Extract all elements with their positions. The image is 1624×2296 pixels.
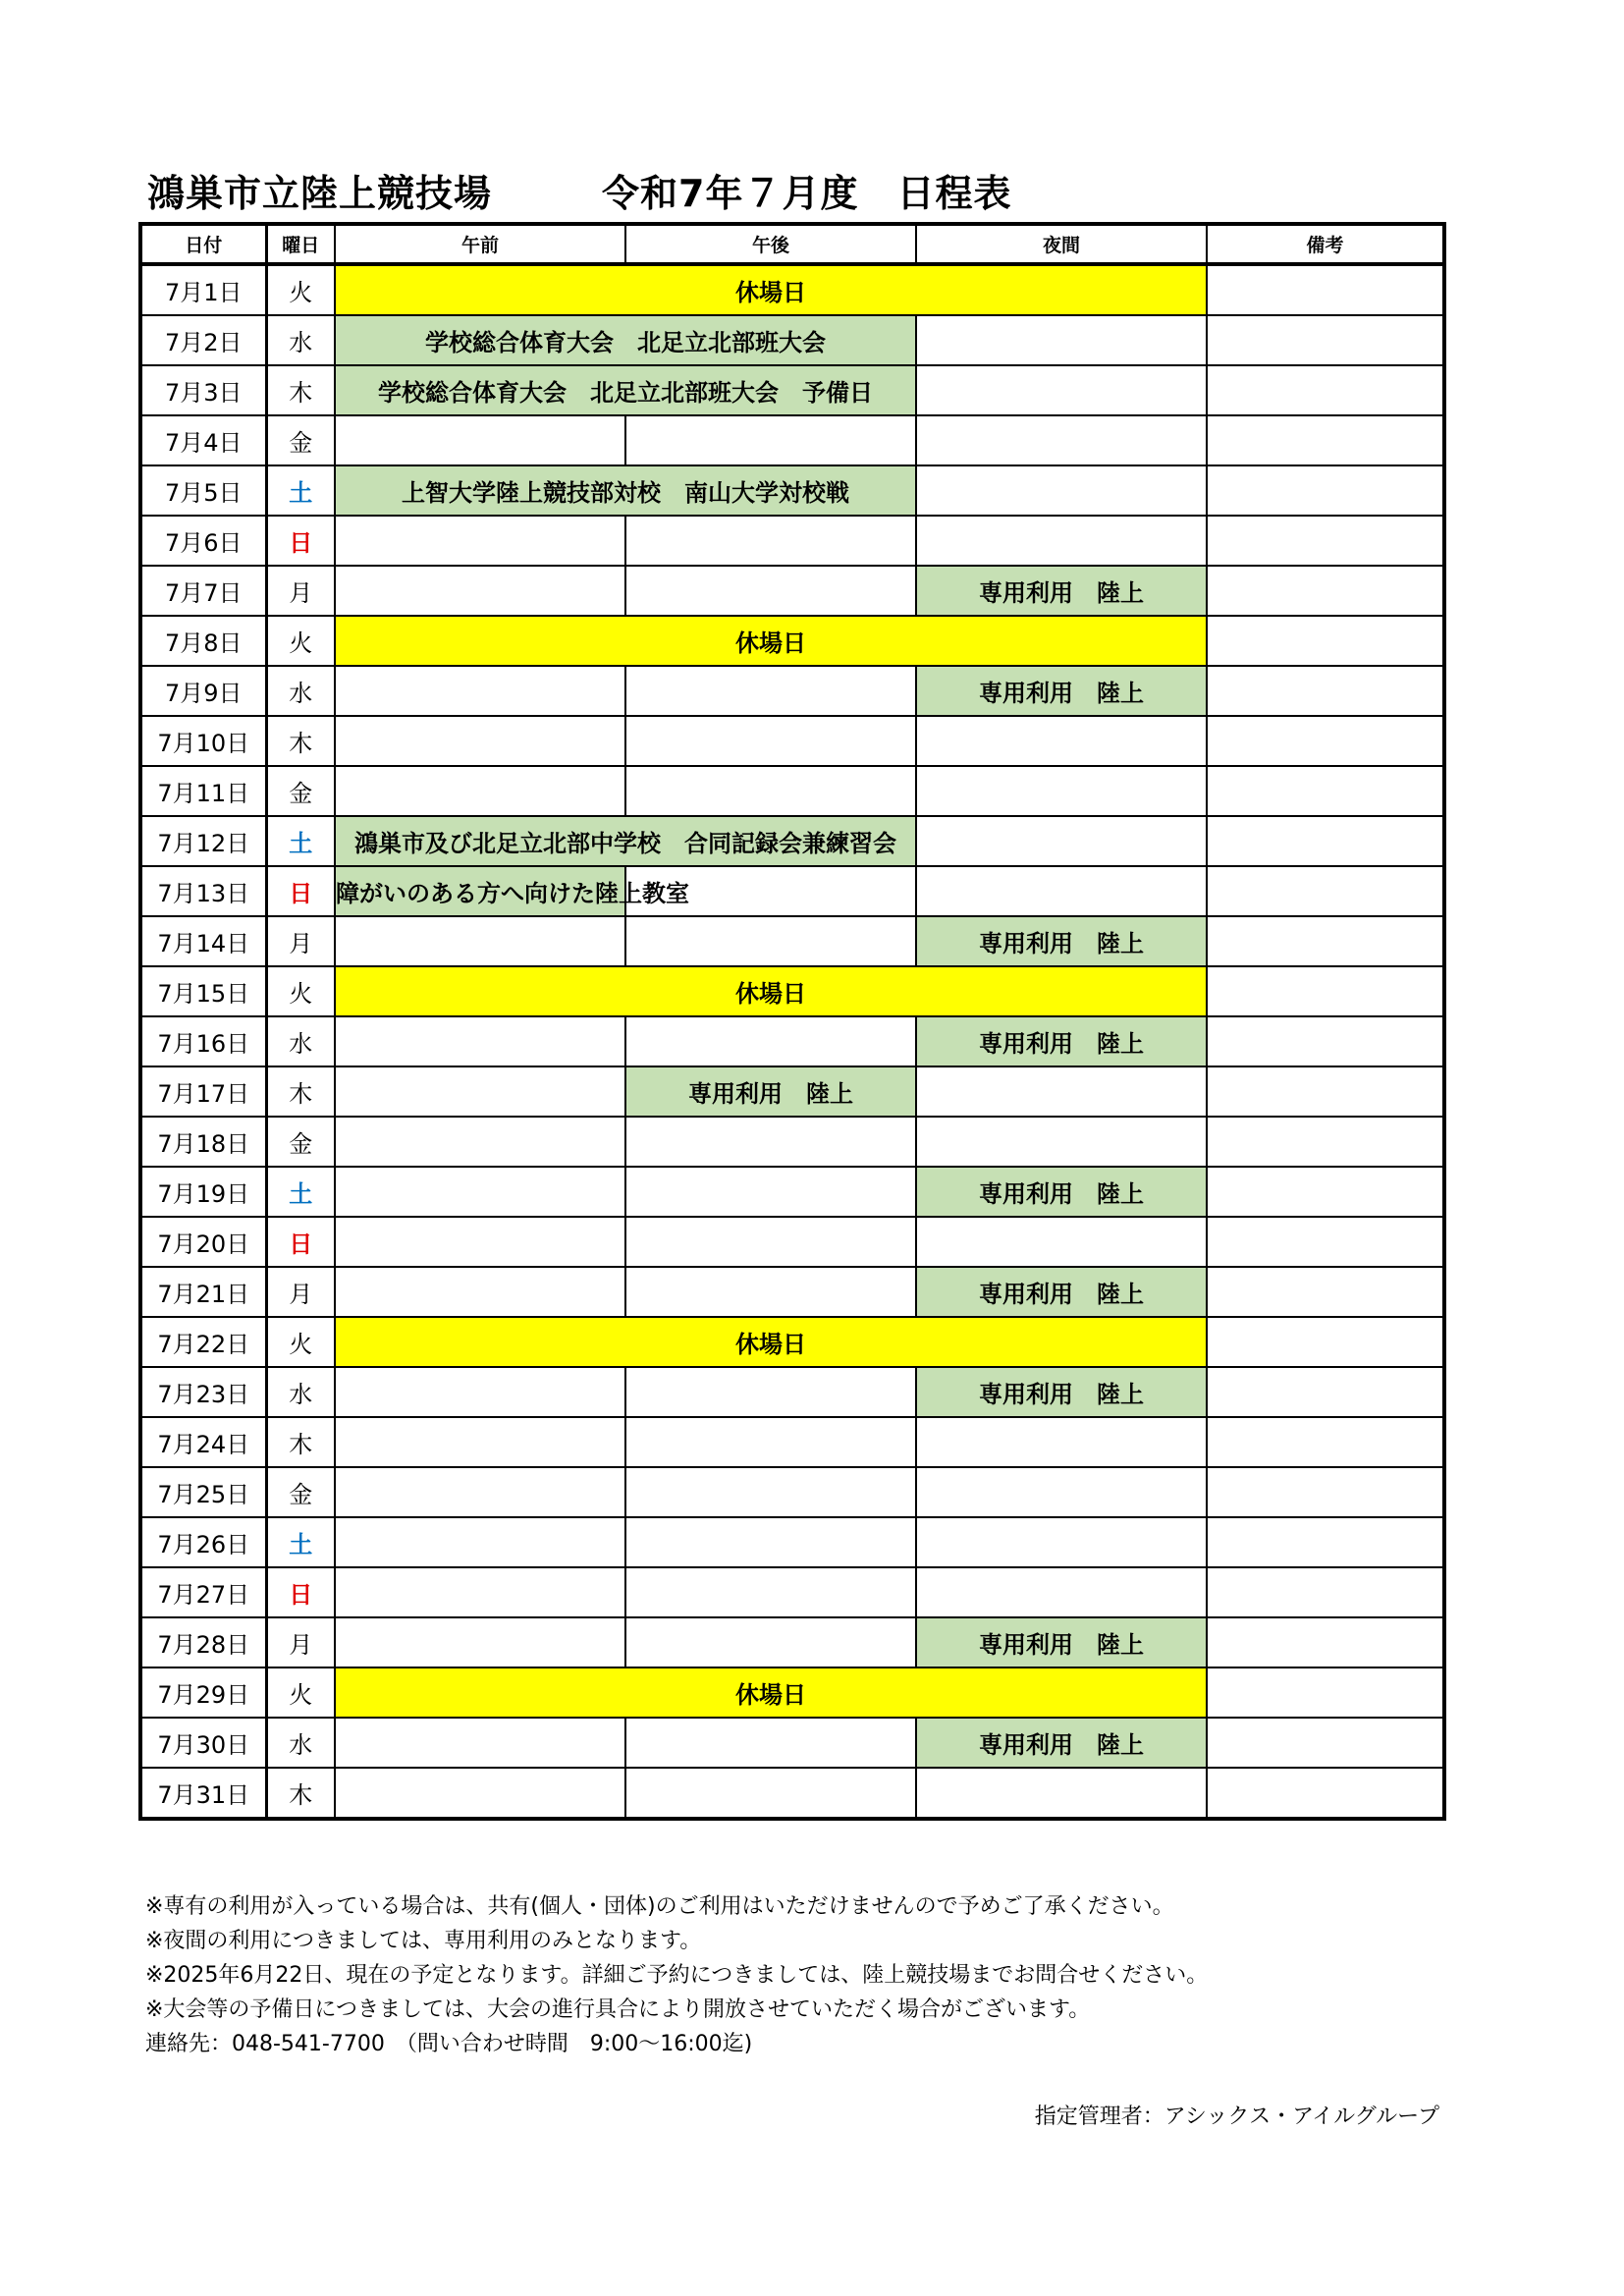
am-cell xyxy=(335,766,625,816)
dow-label: 水 xyxy=(289,329,313,356)
remarks-cell xyxy=(1207,1768,1444,1819)
night-cell: 専用利用 陸上 xyxy=(916,566,1207,616)
table-row xyxy=(140,966,1444,1016)
date-cell: 7月10日 xyxy=(140,716,266,766)
table-row xyxy=(140,916,1444,966)
dow-label: 水 xyxy=(289,1731,313,1759)
dow-cell xyxy=(266,365,335,415)
date-cell: 7月19日 xyxy=(140,1167,266,1217)
dow-cell xyxy=(266,1117,335,1167)
dow-label: 月 xyxy=(289,1631,313,1659)
page-subtitle: 令和7年７月度 日程表 xyxy=(602,172,1012,215)
dow-label: 日 xyxy=(289,1230,313,1258)
am-cell xyxy=(335,1718,625,1768)
remarks-cell xyxy=(1207,816,1444,866)
dow-cell xyxy=(266,516,335,566)
table-row xyxy=(140,1667,1444,1718)
remarks-cell xyxy=(1207,465,1444,516)
pm-cell xyxy=(625,716,916,766)
remarks-cell xyxy=(1207,1417,1444,1467)
remarks-cell xyxy=(1207,315,1444,365)
remarks-cell xyxy=(1207,1617,1444,1667)
night-cell xyxy=(916,465,1207,516)
date-cell: 7月28日 xyxy=(140,1617,266,1667)
remarks-cell xyxy=(1207,1267,1444,1317)
night-cell: 専用利用 陸上 xyxy=(916,1267,1207,1317)
am-cell xyxy=(335,1267,625,1317)
dow-label: 火 xyxy=(289,1681,313,1709)
table-row xyxy=(140,516,1444,566)
night-cell xyxy=(916,516,1207,566)
dow-label: 金 xyxy=(289,429,313,457)
am-cell xyxy=(335,666,625,716)
table-row xyxy=(140,1718,1444,1768)
table-row xyxy=(140,1167,1444,1217)
night-cell: 専用利用 陸上 xyxy=(916,1016,1207,1066)
table-row xyxy=(140,1467,1444,1517)
dow-label: 土 xyxy=(289,1180,313,1208)
dow-cell xyxy=(266,1016,335,1066)
note-line: ※大会等の予備日につきましては、大会の進行具合により開放させていただく場合がございます。 xyxy=(145,1997,1091,2022)
dow-label: 日 xyxy=(289,1581,313,1609)
pm-cell xyxy=(625,766,916,816)
dow-cell xyxy=(266,1367,335,1417)
pm-cell xyxy=(625,1367,916,1417)
table-row xyxy=(140,1066,1444,1117)
closed-cell: 休場日 xyxy=(335,1317,1207,1367)
date-cell: 7月31日 xyxy=(140,1768,266,1819)
remarks-cell xyxy=(1207,1667,1444,1718)
header-date: 日付 xyxy=(140,224,266,264)
am-cell xyxy=(335,1467,625,1517)
am-cell xyxy=(335,1367,625,1417)
dow-label: 金 xyxy=(289,1130,313,1158)
page-title: 鴻巣市立陸上競技場 xyxy=(147,172,493,215)
date-cell: 7月14日 xyxy=(140,916,266,966)
table-row xyxy=(140,766,1444,816)
closed-cell: 休場日 xyxy=(335,264,1207,315)
dow-cell xyxy=(266,1617,335,1667)
remarks-cell xyxy=(1207,666,1444,716)
date-cell: 7月30日 xyxy=(140,1718,266,1768)
remarks-cell xyxy=(1207,1167,1444,1217)
dow-label: 金 xyxy=(289,1481,313,1508)
dow-cell xyxy=(266,1517,335,1567)
remarks-cell xyxy=(1207,966,1444,1016)
am-cell xyxy=(335,716,625,766)
dow-cell xyxy=(266,1667,335,1718)
dow-cell xyxy=(266,264,335,315)
date-cell: 7月12日 xyxy=(140,816,266,866)
date-cell: 7月5日 xyxy=(140,465,266,516)
date-cell: 7月15日 xyxy=(140,966,266,1016)
date-cell: 7月13日 xyxy=(140,866,266,916)
night-cell xyxy=(916,1768,1207,1819)
header-am: 午前 xyxy=(335,224,625,264)
event-cell: 学校総合体育大会 北足立北部班大会 xyxy=(335,315,916,365)
night-cell xyxy=(916,1567,1207,1617)
table-row xyxy=(140,1417,1444,1467)
dow-cell xyxy=(266,465,335,516)
date-cell: 7月1日 xyxy=(140,264,266,315)
date-cell: 7月26日 xyxy=(140,1517,266,1567)
date-cell: 7月11日 xyxy=(140,766,266,816)
table-row xyxy=(140,716,1444,766)
pm-cell xyxy=(625,1117,916,1167)
night-cell xyxy=(916,1467,1207,1517)
night-cell xyxy=(916,816,1207,866)
table-row xyxy=(140,1517,1444,1567)
remarks-cell xyxy=(1207,1066,1444,1117)
schedule-table xyxy=(138,222,1446,1821)
night-cell xyxy=(916,315,1207,365)
pm-cell xyxy=(625,1517,916,1567)
table-row xyxy=(140,1217,1444,1267)
date-cell: 7月9日 xyxy=(140,666,266,716)
dow-cell xyxy=(266,1167,335,1217)
dow-cell xyxy=(266,1267,335,1317)
dow-label: 日 xyxy=(289,529,313,557)
am-cell xyxy=(335,1567,625,1617)
dow-label: 月 xyxy=(289,930,313,957)
night-cell xyxy=(916,1217,1207,1267)
date-cell: 7月2日 xyxy=(140,315,266,365)
remarks-cell xyxy=(1207,866,1444,916)
pm-cell xyxy=(625,1768,916,1819)
manager-credit: 指定管理者：アシックス・アイルグループ xyxy=(1034,2105,1439,2129)
date-cell: 7月3日 xyxy=(140,365,266,415)
pm-cell: 専用利用 陸上 xyxy=(625,1066,916,1117)
header-pm: 午後 xyxy=(625,224,916,264)
am-cell xyxy=(335,1066,625,1117)
header-night: 夜間 xyxy=(916,224,1207,264)
night-cell: 専用利用 陸上 xyxy=(916,666,1207,716)
am-cell xyxy=(335,1617,625,1667)
note-line: ※夜間の利用につきましては、専用利用のみとなります。 xyxy=(145,1929,702,1953)
pm-cell xyxy=(625,1567,916,1617)
am-cell xyxy=(335,1517,625,1567)
pm-cell xyxy=(625,1467,916,1517)
remarks-cell xyxy=(1207,1517,1444,1567)
date-cell: 7月23日 xyxy=(140,1367,266,1417)
dow-label: 金 xyxy=(289,780,313,807)
header-row xyxy=(140,224,1444,264)
table-row xyxy=(140,1617,1444,1667)
note-line: ※2025年6月22日、現在の予定となります。詳細ご予約につきましては、陸上競技場までお問合せください。 xyxy=(145,1963,1209,1988)
date-cell: 7月29日 xyxy=(140,1667,266,1718)
date-cell: 7月18日 xyxy=(140,1117,266,1167)
table-row xyxy=(140,866,1444,916)
dow-label: 木 xyxy=(289,379,313,407)
table-row xyxy=(140,315,1444,365)
date-cell: 7月27日 xyxy=(140,1567,266,1617)
table-row xyxy=(140,465,1444,516)
table-row xyxy=(140,365,1444,415)
table-row xyxy=(140,1317,1444,1367)
am-cell xyxy=(335,916,625,966)
dow-cell xyxy=(266,666,335,716)
dow-cell xyxy=(266,1768,335,1819)
date-cell: 7月21日 xyxy=(140,1267,266,1317)
dow-cell xyxy=(266,415,335,465)
dow-label: 木 xyxy=(289,730,313,757)
table-row xyxy=(140,1016,1444,1066)
event-cell: 上智大学陸上競技部対校 南山大学対校戦 xyxy=(335,465,916,516)
title-row xyxy=(147,163,1011,217)
dow-cell xyxy=(266,1567,335,1617)
schedule-body xyxy=(140,264,1444,1819)
header-remarks: 備考 xyxy=(1207,224,1444,264)
table-row xyxy=(140,1367,1444,1417)
remarks-cell xyxy=(1207,1117,1444,1167)
dow-cell xyxy=(266,1066,335,1117)
pm-cell xyxy=(625,1617,916,1667)
dow-cell xyxy=(266,566,335,616)
date-cell: 7月16日 xyxy=(140,1016,266,1066)
night-cell: 専用利用 陸上 xyxy=(916,1367,1207,1417)
am-cell xyxy=(335,1117,625,1167)
date-cell: 7月17日 xyxy=(140,1066,266,1117)
dow-cell xyxy=(266,616,335,666)
pm-cell xyxy=(625,415,916,465)
dow-cell xyxy=(266,816,335,866)
remarks-cell xyxy=(1207,716,1444,766)
remarks-cell xyxy=(1207,916,1444,966)
pm-cell xyxy=(625,1217,916,1267)
am-cell xyxy=(335,566,625,616)
am-cell xyxy=(335,1167,625,1217)
night-cell xyxy=(916,716,1207,766)
remarks-cell xyxy=(1207,1567,1444,1617)
table-row xyxy=(140,415,1444,465)
remarks-cell xyxy=(1207,365,1444,415)
date-cell: 7月6日 xyxy=(140,516,266,566)
pm-cell xyxy=(625,516,916,566)
date-cell: 7月22日 xyxy=(140,1317,266,1367)
am-cell xyxy=(335,1768,625,1819)
remarks-cell xyxy=(1207,264,1444,315)
remarks-cell xyxy=(1207,1367,1444,1417)
dow-label: 火 xyxy=(289,980,313,1008)
table-row xyxy=(140,566,1444,616)
table-row xyxy=(140,616,1444,666)
dow-cell xyxy=(266,1718,335,1768)
remarks-cell xyxy=(1207,616,1444,666)
dow-cell xyxy=(266,716,335,766)
date-cell: 7月25日 xyxy=(140,1467,266,1517)
dow-label: 木 xyxy=(289,1080,313,1108)
am-cell xyxy=(335,1016,625,1066)
pm-cell xyxy=(625,666,916,716)
header-dow: 曜日 xyxy=(266,224,335,264)
event-cell: 鴻巣市及び北足立北部中学校 合同記録会兼練習会 xyxy=(335,816,916,866)
night-cell xyxy=(916,866,1207,916)
night-cell xyxy=(916,365,1207,415)
date-cell: 7月24日 xyxy=(140,1417,266,1467)
remarks-cell xyxy=(1207,1016,1444,1066)
remarks-cell xyxy=(1207,516,1444,566)
dow-cell xyxy=(266,1417,335,1467)
notes xyxy=(145,1889,1208,2061)
dow-label: 土 xyxy=(289,479,313,507)
am-cell xyxy=(335,1417,625,1467)
pm-cell xyxy=(625,916,916,966)
night-cell xyxy=(916,1117,1207,1167)
remarks-cell xyxy=(1207,1317,1444,1367)
table-row xyxy=(140,666,1444,716)
dow-label: 水 xyxy=(289,1030,313,1058)
night-cell xyxy=(916,766,1207,816)
date-cell: 7月7日 xyxy=(140,566,266,616)
night-cell: 専用利用 陸上 xyxy=(916,1167,1207,1217)
date-cell: 7月8日 xyxy=(140,616,266,666)
dow-cell xyxy=(266,766,335,816)
am-cell xyxy=(335,1217,625,1267)
pm-cell xyxy=(625,1167,916,1217)
remarks-cell xyxy=(1207,566,1444,616)
dow-label: 火 xyxy=(289,629,313,657)
dow-cell xyxy=(266,1217,335,1267)
closed-cell: 休場日 xyxy=(335,1667,1207,1718)
dow-label: 水 xyxy=(289,680,313,707)
date-cell: 7月4日 xyxy=(140,415,266,465)
table-row xyxy=(140,264,1444,315)
closed-cell: 休場日 xyxy=(335,616,1207,666)
night-cell xyxy=(916,1066,1207,1117)
remarks-cell xyxy=(1207,766,1444,816)
dow-label: 土 xyxy=(289,1531,313,1558)
dow-label: 水 xyxy=(289,1381,313,1408)
dow-label: 木 xyxy=(289,1781,313,1809)
remarks-cell xyxy=(1207,1718,1444,1768)
dow-label: 木 xyxy=(289,1431,313,1458)
table-row xyxy=(140,816,1444,866)
dow-cell xyxy=(266,866,335,916)
closed-cell: 休場日 xyxy=(335,966,1207,1016)
remarks-cell xyxy=(1207,1467,1444,1517)
dow-label: 月 xyxy=(289,579,313,607)
table-row xyxy=(140,1768,1444,1819)
dow-cell xyxy=(266,1317,335,1367)
dow-label: 土 xyxy=(289,830,313,857)
table-row xyxy=(140,1567,1444,1617)
dow-cell xyxy=(266,1467,335,1517)
night-cell: 専用利用 陸上 xyxy=(916,1718,1207,1768)
dow-label: 月 xyxy=(289,1281,313,1308)
pm-cell xyxy=(625,1016,916,1066)
dow-label: 日 xyxy=(289,880,313,907)
dow-cell xyxy=(266,315,335,365)
pm-cell xyxy=(625,1718,916,1768)
am-cell xyxy=(335,415,625,465)
night-cell xyxy=(916,1417,1207,1467)
note-line: ※専有の利用が入っている場合は、共有(個人・団体)のご利用はいただけませんので予めご了承ください。 xyxy=(145,1894,1174,1919)
am-cell xyxy=(335,516,625,566)
night-cell xyxy=(916,1517,1207,1567)
remarks-cell xyxy=(1207,415,1444,465)
table-row xyxy=(140,1117,1444,1167)
night-cell: 専用利用 陸上 xyxy=(916,916,1207,966)
date-cell: 7月20日 xyxy=(140,1217,266,1267)
pm-cell xyxy=(625,566,916,616)
dow-cell xyxy=(266,916,335,966)
am-cell: 障がいのある方へ向けた陸上教室 xyxy=(335,866,625,916)
dow-label: 火 xyxy=(289,1331,313,1358)
dow-label: 火 xyxy=(289,279,313,306)
pm-cell xyxy=(625,1267,916,1317)
table-row xyxy=(140,1267,1444,1317)
remarks-cell xyxy=(1207,1217,1444,1267)
night-cell: 専用利用 陸上 xyxy=(916,1617,1207,1667)
night-cell xyxy=(916,415,1207,465)
event-cell: 学校総合体育大会 北足立北部班大会 予備日 xyxy=(335,365,916,415)
pm-cell xyxy=(625,1417,916,1467)
dow-cell xyxy=(266,966,335,1016)
contact-line: 連絡先：048-541-7700 （問い合わせ時間 9:00～16:00迄) xyxy=(145,2032,753,2056)
